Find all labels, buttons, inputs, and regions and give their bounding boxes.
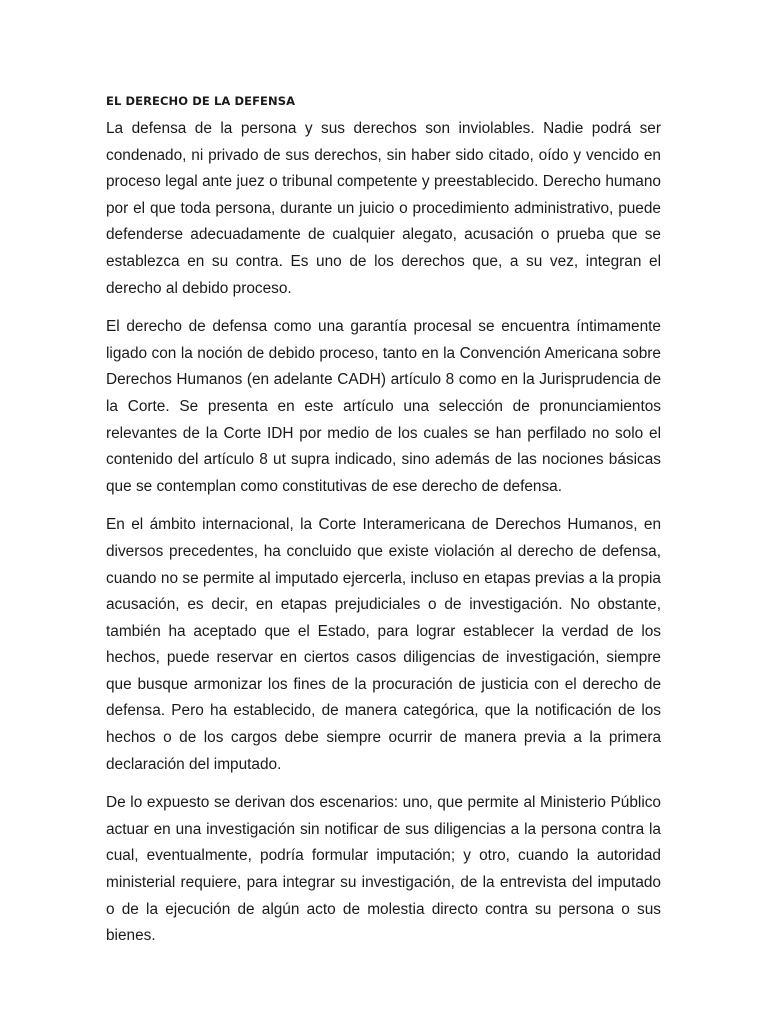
document-page	[106, 93, 661, 962]
paragraph-1: La defensa de la persona y sus derechos son inviolables. Nadie podrá ser condenado, ni privado de sus derechos, sin haber sido citado, oído y vencido en proceso legal ante juez o tribunal competente y preestablecido. Derecho humano por el que toda persona, durante un juicio o procedimiento administrativo, puede defenderse adecuadamente de cualquier alegato, acusación o prueba que se establezca en su contra. Es uno de los derechos que, a su vez, integran el derecho al debido proceso.	[106, 120, 661, 297]
paragraph-3: En el ámbito internacional, la Corte Interamericana de Derechos Humanos, en diversos precedentes, ha concluido que existe violación al derecho de defensa, cuando no se permite al imputado ejercerla, incluso en etapas previas a la propia acusación, es decir, en etapas prejudiciales o de investigación. No obstante, también ha aceptado que el Estado, para lograr establecer la verdad de los hechos, puede reservar en ciertos casos diligencias de investigación, siempre que busque armonizar los fines de la procuración de justicia con el derecho de defensa. Pero ha establecido, de manera categórica, que la notificación de los hechos o de los cargos debe siempre ocurrir de manera previa a la primera declaración del imputado.	[106, 516, 661, 773]
paragraph-4: De lo expuesto se derivan dos escenarios: uno, que permite al Ministerio Público actuar en una investigación sin notificar de sus diligencias a la persona contra la cual, eventualmente, podría formular imputación; y otro, cuando la autoridad ministerial requiere, para integrar su investigación, de la entrevista del imputado o de la ejecución de algún acto de molestia directo contra su persona o sus bienes.	[106, 794, 661, 945]
document-title: EL DERECHO DE LA DEFENSA	[106, 94, 296, 108]
paragraph-2: El derecho de defensa como una garantía procesal se encuentra íntimamente ligado con la noción de debido proceso, tanto en la Convención Americana sobre Derechos Humanos (en adelante CADH) artículo 8 como en la Jurisprudencia de la Corte. Se presenta en este artículo una selección de pronunciamientos relevantes de la Corte IDH por medio de los cuales se han perfilado no solo el contenido del artículo 8 ut supra indicado, sino además de las nociones básicas que se contemplan como constitutivas de ese derecho de defensa.	[106, 318, 661, 495]
